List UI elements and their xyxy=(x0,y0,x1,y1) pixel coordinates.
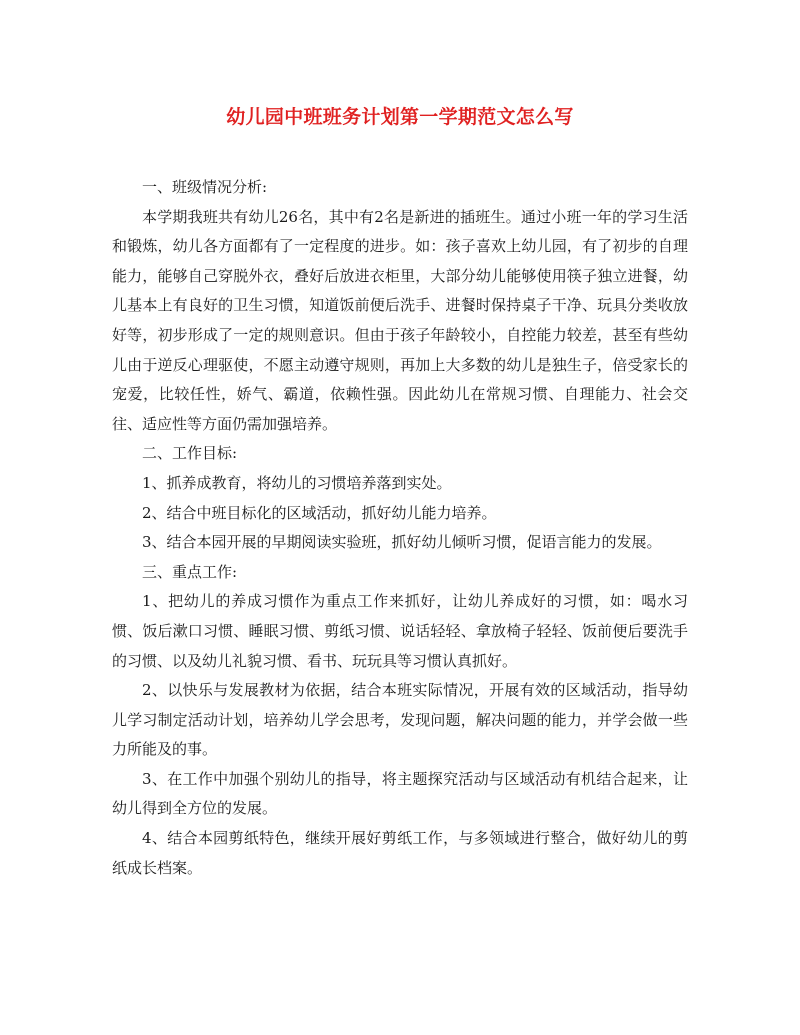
key-work-item-4: 4、结合本园剪纸特色，继续开展好剪纸工作，与多领域进行整合，做好幼儿的剪纸成长档案。 xyxy=(112,829,688,877)
document-title: 幼儿园中班班务计划第一学期范文怎么写 xyxy=(226,106,574,128)
section-heading-key-work: 三、重点工作: xyxy=(142,562,238,581)
document-body xyxy=(112,173,688,883)
goal-item-3: 3、结合本园开展的早期阅读实验班，抓好幼儿倾听习惯，促语言能力的发展。 xyxy=(142,533,662,552)
goal-item-1: 1、抓养成教育，将幼儿的习惯培养落到实处。 xyxy=(142,473,452,492)
paragraph-class-analysis: 本学期我班共有幼儿26名，其中有2名是新进的插班生。通过小班一年的学习生活和锻炼，幼儿各方面都有了一定程度的进步。如：孩子喜欢上幼儿园，有了初步的自理能力，能够自己穿脱外衣，叠好后放进衣柜里，大部分幼儿能够使用筷子独立进餐，幼儿基本上有良好的卫生习惯，知道饭前便后洗手、进餐时保持桌子干净、玩具分类收放好等，初步形成了一定的规则意识。但由于孩子年龄较小，自控能力较差，甚至有些幼儿由于逆反心理驱使，不愿主动遵守规则，再加上大多数的幼儿是独生子，倍受家长的宠爱，比较任性，娇气、霸道，依赖性强。因此幼儿在常规习惯、自理能力、社会交往、适应性等方面仍需加强培养。 xyxy=(112,207,688,433)
key-work-item-1: 1、把幼儿的养成习惯作为重点工作来抓好，让幼儿养成好的习惯，如：喝水习惯、饭后漱口习惯、睡眠习惯、剪纸习惯、说话轻轻、拿放椅子轻轻、饭前便后要洗手的习惯、以及幼儿礼貌习惯、看书、玩玩具等习惯认真抓好。 xyxy=(112,592,688,670)
section-heading-class-analysis: 一、班级情况分析: xyxy=(142,178,268,196)
goal-item-2: 2、结合中班目标化的区域活动，抓好幼儿能力培养。 xyxy=(142,503,497,522)
key-work-item-2: 2、以快乐与发展教材为依据，结合本班实际情况，开展有效的区域活动，指导幼儿学习制定活动计划，培养幼儿学会思考，发现问题，解决问题的能力，并学会做一些力所能及的事。 xyxy=(112,681,688,759)
key-work-item-3: 3、在工作中加强个别幼儿的指导，将主题探究活动与区域活动有机结合起来，让幼儿得到全方位的发展。 xyxy=(112,769,688,818)
section-heading-work-goals: 二、工作目标: xyxy=(142,444,238,463)
